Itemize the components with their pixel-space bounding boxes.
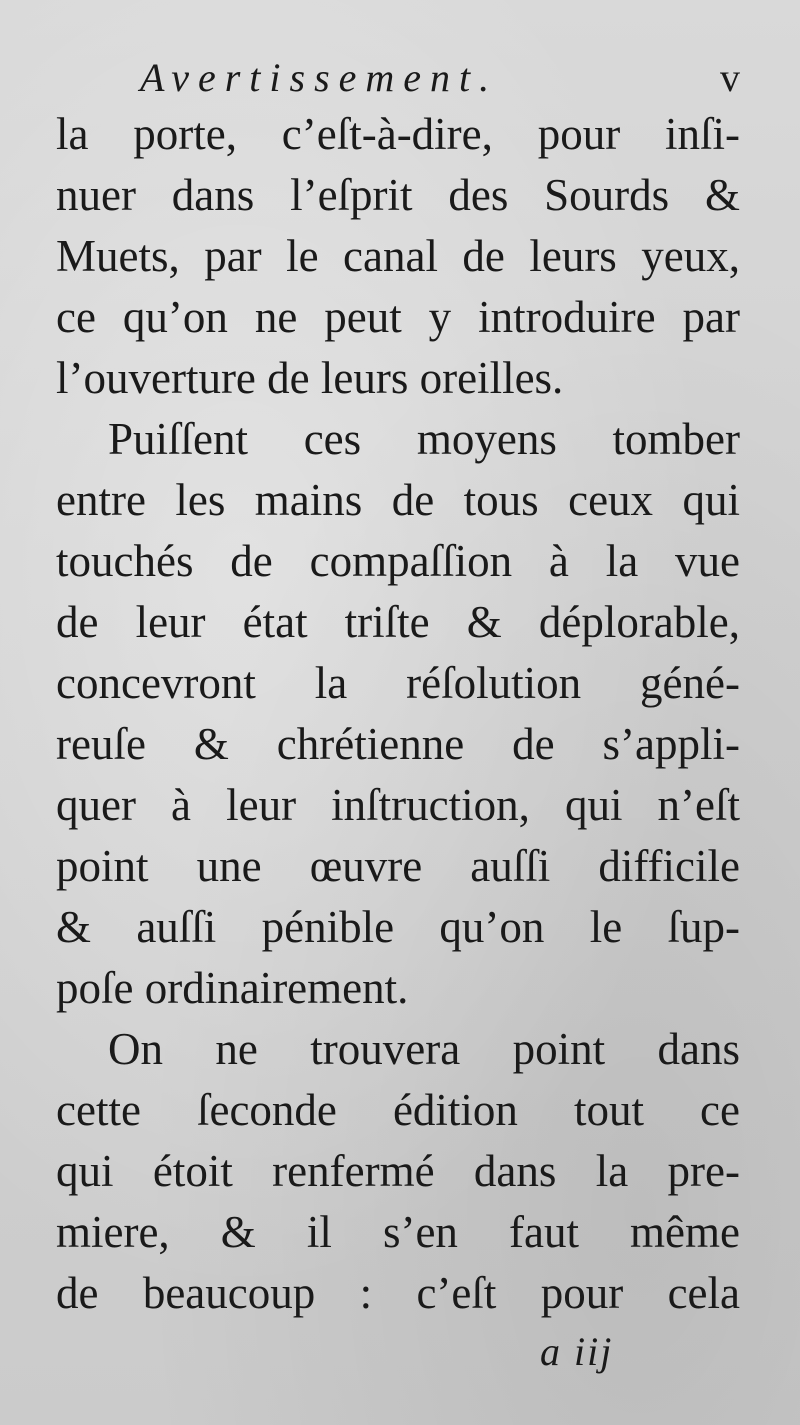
text-line: quer à leur inſtruction, qui n’eſt bbox=[56, 780, 740, 830]
text-line: de beaucoup : c’eſt pour cela bbox=[56, 1268, 740, 1318]
text-line: Puiſſent ces moyens tomber bbox=[108, 414, 740, 464]
page-header bbox=[140, 48, 740, 108]
text-line: miere, & il s’en faut même bbox=[56, 1207, 740, 1257]
text-line: reuſe & chrétienne de s’appli- bbox=[56, 719, 740, 769]
text-line: nuer dans l’eſprit des Sourds & bbox=[56, 170, 740, 220]
text-line: point une œuvre auſſi difficile bbox=[56, 841, 740, 891]
running-title: Avertissement. bbox=[140, 55, 499, 100]
text-line: concevront la réſolution géné- bbox=[56, 658, 740, 708]
signature-mark: a iij bbox=[540, 1329, 614, 1374]
text-line: ce qu’on ne peut y introduire par bbox=[56, 292, 740, 342]
text-line: l’ouverture de leurs oreilles. bbox=[56, 353, 564, 403]
text-line: poſe ordinairement. bbox=[56, 963, 409, 1013]
text-line: & auſſi pénible qu’on le ſup- bbox=[56, 902, 740, 952]
text-line: de leur état triſte & déplorable, bbox=[56, 597, 740, 647]
page-number: v bbox=[720, 55, 740, 100]
text-line: touchés de compaſſion à la vue bbox=[56, 536, 740, 586]
text-line: Muets, par le canal de leurs yeux, bbox=[56, 231, 740, 281]
text-line: entre les mains de tous ceux qui bbox=[56, 475, 740, 525]
text-line: On ne trouvera point dans bbox=[108, 1024, 740, 1074]
text-line: la porte, c’eſt-à-dire, pour inſi- bbox=[56, 109, 740, 159]
text-line: qui étoit renfermé dans la pre- bbox=[56, 1146, 740, 1196]
text-line: cette ſeconde édition tout ce bbox=[56, 1085, 740, 1135]
